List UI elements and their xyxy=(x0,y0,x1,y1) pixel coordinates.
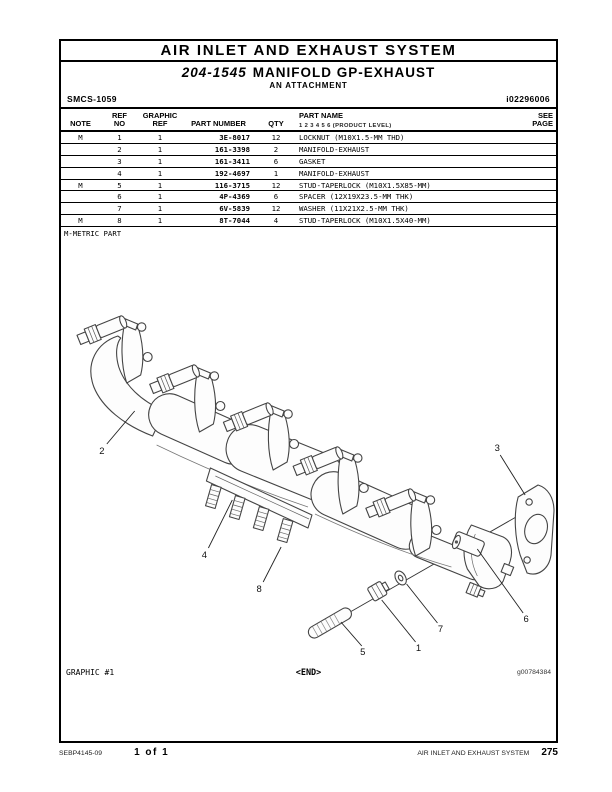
media-number: SEBP4145-09 xyxy=(59,750,103,757)
cell-part-number: 3E-8017 xyxy=(219,132,250,142)
system-title-bar xyxy=(61,41,556,62)
leader-line-3 xyxy=(500,455,525,495)
cell-part-number: 8T-7044 xyxy=(219,216,250,226)
cell-graphic-ref: 1 xyxy=(157,180,163,190)
page-number: 275 xyxy=(541,747,558,758)
callout-number-5: 5 xyxy=(360,647,366,659)
col-see-page: SEE PAGE xyxy=(532,110,553,129)
cell-part-name: STUD-TAPERLOCK (M10X1.5X40-MM) xyxy=(299,216,431,226)
col-ref-no: REF NO xyxy=(112,110,127,129)
cell-ref-no: 1 xyxy=(117,132,122,142)
cell-part-number: 161-3411 xyxy=(214,156,250,166)
cell-graphic-ref: 1 xyxy=(157,216,163,226)
content-frame xyxy=(59,39,558,743)
manifold-illustration xyxy=(61,239,556,666)
end-marker: <END> xyxy=(295,667,322,678)
cell-ref-no: 2 xyxy=(117,144,122,154)
table-row xyxy=(61,203,556,215)
callout-number-3: 3 xyxy=(494,443,500,455)
table-row xyxy=(61,191,556,203)
group-header xyxy=(61,62,556,109)
cell-ref-no: 6 xyxy=(117,192,122,202)
cell-part-name: SPACER (12X19X23.5-MM THK) xyxy=(299,192,414,202)
page-of: 1 of 1 xyxy=(134,747,170,758)
exploded-nut xyxy=(367,579,391,601)
graphic-id: g00784384 xyxy=(516,669,552,677)
table-row xyxy=(61,168,556,180)
cell-part-name: MANIFOLD-EXHAUST xyxy=(299,144,370,154)
cell-part-name: MANIFOLD-EXHAUST xyxy=(299,168,370,178)
callout-number-4: 4 xyxy=(201,550,208,562)
smcs-code: SMCS-1059 xyxy=(67,94,117,104)
cell-graphic-ref: 1 xyxy=(157,132,163,142)
cell-part-name: STUD-TAPERLOCK (M10X1.5X85-MM) xyxy=(299,180,431,190)
page-footer xyxy=(59,747,558,758)
manifold-body xyxy=(91,336,491,583)
cell-graphic-ref: 1 xyxy=(157,156,163,166)
cell-graphic-ref: 1 xyxy=(157,168,163,178)
document-id: i02296006 xyxy=(506,94,550,104)
cell-graphic-ref: 1 xyxy=(157,192,163,202)
col-part-number: PART NUMBER xyxy=(191,119,246,129)
cell-ref-no: 4 xyxy=(117,168,122,178)
table-row xyxy=(61,156,556,168)
cell-note: M xyxy=(78,216,83,226)
exploded-washer xyxy=(393,569,409,587)
cell-ref-no: 3 xyxy=(117,156,122,166)
group-title: MANIFOLD GP-EXHAUST xyxy=(252,65,436,80)
cell-qty: 6 xyxy=(273,156,279,166)
leader-line-1 xyxy=(382,600,416,642)
cell-qty: 2 xyxy=(273,144,279,154)
table-row xyxy=(61,215,556,227)
cell-ref-no: 7 xyxy=(117,204,122,214)
cell-qty: 4 xyxy=(273,216,279,226)
cell-qty: 12 xyxy=(271,204,281,214)
callout-number-6: 6 xyxy=(523,614,529,626)
group-title-line xyxy=(61,62,556,80)
col-qty: QTY xyxy=(268,119,284,129)
leader-line-8 xyxy=(263,547,281,582)
cell-qty: 12 xyxy=(271,180,281,190)
graphic-footer xyxy=(61,666,556,679)
system-title: AIR INLET AND EXHAUST SYSTEM xyxy=(160,42,457,59)
cell-part-number: 4P-4369 xyxy=(219,192,250,202)
cell-ref-no: 5 xyxy=(117,180,122,190)
cell-part-number: 6V-5839 xyxy=(219,204,250,214)
cell-graphic-ref: 1 xyxy=(157,144,163,154)
col-graphic-ref: GRAPHIC REF xyxy=(142,110,178,129)
exploded-stud xyxy=(306,606,353,640)
cell-part-number: 161-3398 xyxy=(214,144,250,154)
callout-number-2: 2 xyxy=(99,446,105,458)
cell-part-name: WASHER (11X21X2.5-MM THK) xyxy=(299,204,409,214)
callout-number-7: 7 xyxy=(437,624,444,636)
cell-qty: 6 xyxy=(273,192,279,202)
attachment-note: AN ATTACHMENT xyxy=(269,81,348,90)
cell-graphic-ref: 1 xyxy=(157,204,163,214)
cell-note: M xyxy=(78,132,83,142)
cell-part-name: GASKET xyxy=(299,156,326,166)
cell-note: M xyxy=(78,180,83,190)
callout-number-8: 8 xyxy=(256,584,262,596)
table-row xyxy=(61,180,556,192)
metric-footnote: M-METRIC PART xyxy=(64,229,122,239)
table-row xyxy=(61,144,556,156)
leader-line-7 xyxy=(407,584,438,623)
table-row xyxy=(61,132,556,144)
graphic-caption: GRAPHIC #1 xyxy=(66,668,115,678)
group-part-number: 204-1545 xyxy=(181,65,247,80)
leader-line-5 xyxy=(341,622,362,646)
footer-section-title: AIR INLET AND EXHAUST SYSTEM xyxy=(417,750,530,757)
cell-qty: 12 xyxy=(271,132,281,142)
col-product-level: 1 2 3 4 5 6 (PRODUCT LEVEL) xyxy=(299,123,392,129)
exploded-view-diagram xyxy=(61,239,556,666)
parts-table-header xyxy=(61,109,556,132)
col-part-name: PART NAME 1 2 3 4 5 6 (PRODUCT LEVEL) xyxy=(299,111,392,129)
cell-part-name: LOCKNUT (M10X1.5-MM THD) xyxy=(299,132,405,142)
callout-number-1: 1 xyxy=(415,643,422,655)
gasket xyxy=(515,485,554,574)
cell-part-number: 192-4697 xyxy=(214,168,250,178)
cell-part-number: 116-3715 xyxy=(214,180,250,190)
col-note: NOTE xyxy=(70,119,91,129)
cell-qty: 1 xyxy=(273,168,279,178)
parts-table-body xyxy=(61,132,556,227)
cell-ref-no: 8 xyxy=(117,216,122,226)
